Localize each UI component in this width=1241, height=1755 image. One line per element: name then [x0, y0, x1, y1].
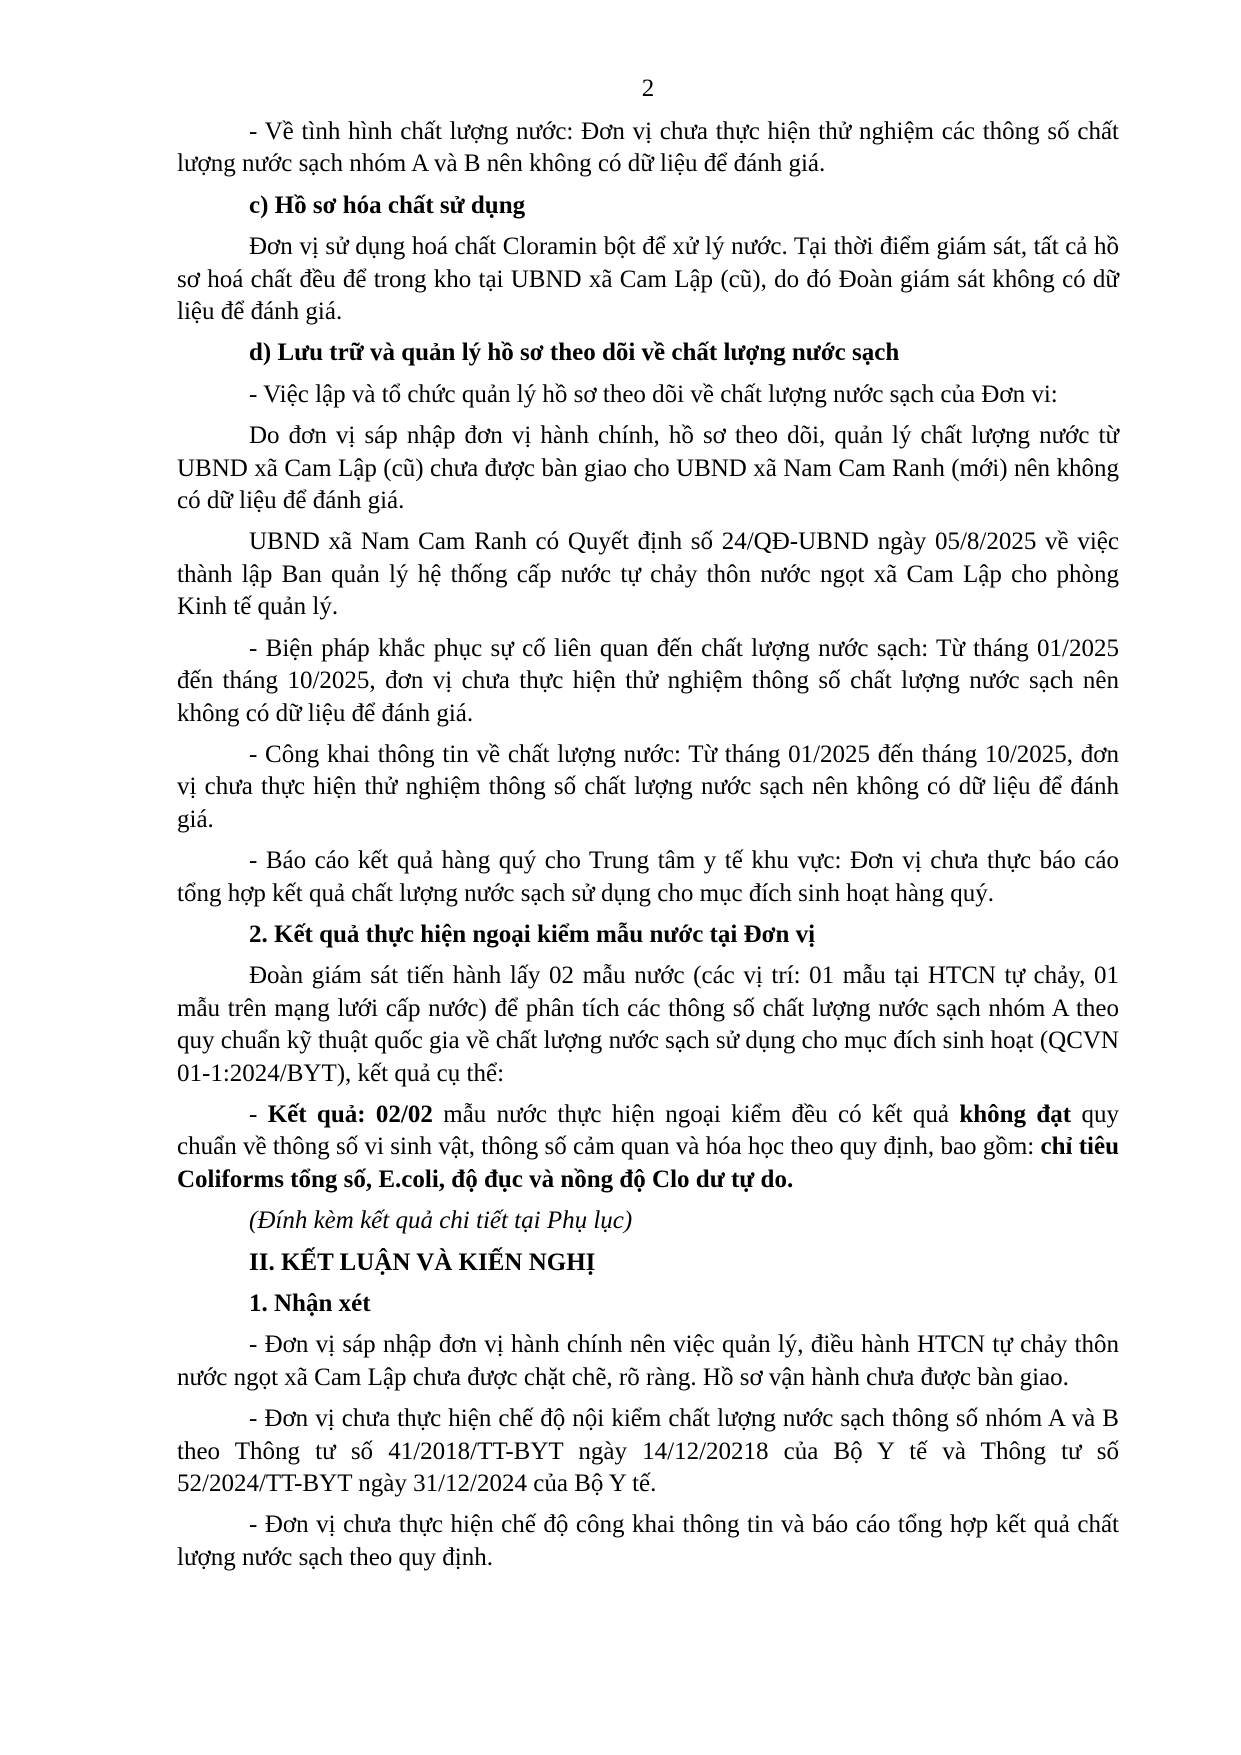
heading-record-storage: d) Lưu trữ và quản lý hồ sơ theo dõi về chất lượng nước sạch	[249, 339, 900, 367]
paragraph-remark-disclosure: - Đơn vị chưa thực hiện chế độ công khai thông tin và báo cáo tổng hợp kết quả chất lượng nước sạch theo quy định.	[177, 1511, 1119, 1571]
paragraph-decision: UBND xã Nam Cam Ranh có Quyết định số 24/QĐ-UBND ngày 05/8/2025 về việc thành lập Ban quản lý hệ thống cấp nước tự chảy thôn nước ngọt xã Cam Lập cho phòng Kinh tế quản lý.	[177, 528, 1119, 621]
heading-external-testing: 2. Kết quả thực hiện ngoại kiểm mẫu nước tại Đơn vị	[249, 920, 816, 948]
results-rest: quy chuẩn về thông số vi sinh vật, thông số cảm quan và hóa học theo quy định, bao gồm:	[177, 1100, 1120, 1161]
heading-chemical-records: c) Hồ sơ hóa chất sử dụng	[249, 191, 526, 219]
paragraph-results	[177, 1099, 1119, 1196]
page-number: 2	[641, 75, 655, 102]
paragraph-appendix-note: (Đính kèm kết quả chi tiết tại Phụ lục)	[249, 1207, 633, 1235]
paragraph-public-disclosure: - Công khai thông tin về chất lượng nước: Từ tháng 01/2025 đến tháng 10/2025, đơn vị chưa thực hiện thử nghiệm thông số chất lượng nước sạch nên không có dữ liệu để đánh giá.	[177, 740, 1119, 833]
results-prefix: -	[249, 1100, 268, 1128]
document-page	[177, 72, 1119, 1583]
paragraph-record-management: - Việc lập và tổ chức quản lý hồ sơ theo dõi về chất lượng nước sạch của Đơn vi:	[249, 380, 1058, 408]
paragraph-record-handover: Do đơn vị sáp nhập đơn vị hành chính, hồ sơ theo dõi, quản lý chất lượng nước từ UBND xã Cam Lập (cũ) chưa được bàn giao cho UBND xã Nam Cam Ranh (mới) nên không có dữ liệu để đánh giá.	[177, 422, 1119, 515]
paragraph-remark-management: - Đơn vị sáp nhập đơn vị hành chính nên việc quản lý, điều hành HTCN tự chảy thôn nước ngọt xã Cam Lập chưa được chặt chẽ, rõ ràng. Hồ sơ vận hành chưa được bàn giao.	[177, 1331, 1119, 1391]
paragraph-water-quality-status: - Về tình hình chất lượng nước: Đơn vị chưa thực hiện thử nghiệm các thông số chất lượng nước sạch nhóm A và B nên không có dữ liệu để đánh giá.	[177, 118, 1119, 178]
results-label: Kết quả: 02/02	[267, 1100, 433, 1128]
paragraph-remark-internal-testing: - Đơn vị chưa thực hiện chế độ nội kiểm chất lượng nước sạch thông số nhóm A và B theo Thông tư số 41/2018/TT-BYT ngày 14/12/20218 của Bộ Y tế và Thông tư số 52/2024/TT-BYT ngày 31/12/2024 của Bộ Y tế.	[177, 1405, 1119, 1498]
heading-remarks: 1. Nhận xét	[249, 1290, 371, 1317]
heading-conclusion: II. KẾT LUẬN VÀ KIẾN NGHỊ	[249, 1248, 596, 1276]
results-fail: không đạt	[959, 1100, 1072, 1128]
paragraph-sampling: Đoàn giám sát tiến hành lấy 02 mẫu nước (các vị trí: 01 mẫu tại HTCN tự chảy, 01 mẫu trên mạng lưới cấp nước) để phân tích các thông số chất lượng nước sạch nhóm A theo quy chuẩn kỹ thuật quốc gia về chất lượng nước sạch sử dụng cho mục đích sinh hoạt (QCVN 01-1:2024/BYT), kết quả cụ thể:	[177, 962, 1119, 1087]
paragraph-remedial-measures: - Biện pháp khắc phục sự cố liên quan đến chất lượng nước sạch: Từ tháng 01/2025 đến tháng 10/2025, đơn vị chưa thực hiện thử nghiệm thông số chất lượng nước sạch nên không có dữ liệu để đánh giá.	[177, 634, 1119, 727]
paragraph-chemical-records: Đơn vị sử dụng hoá chất Cloramin bột để xử lý nước. Tại thời điểm giám sát, tất cả hồ sơ hoá chất đều để trong kho tại UBND xã Cam Lập (cũ), do đó Đoàn giám sát không có dữ liệu để đánh giá.	[177, 233, 1119, 326]
paragraph-quarterly-report: - Báo cáo kết quả hàng quý cho Trung tâm y tế khu vực: Đơn vị chưa thực báo cáo tổng hợp kết quả chất lượng nước sạch sử dụng cho mục đích sinh hoạt hàng quý.	[177, 847, 1119, 907]
results-mid: mẫu nước thực hiện ngoại kiểm đều có kết quả	[432, 1100, 960, 1128]
results-indicators: chỉ tiêu Coliforms tổng số, E.coli, độ đục và nồng độ Clo dư tự do.	[177, 1133, 1119, 1193]
